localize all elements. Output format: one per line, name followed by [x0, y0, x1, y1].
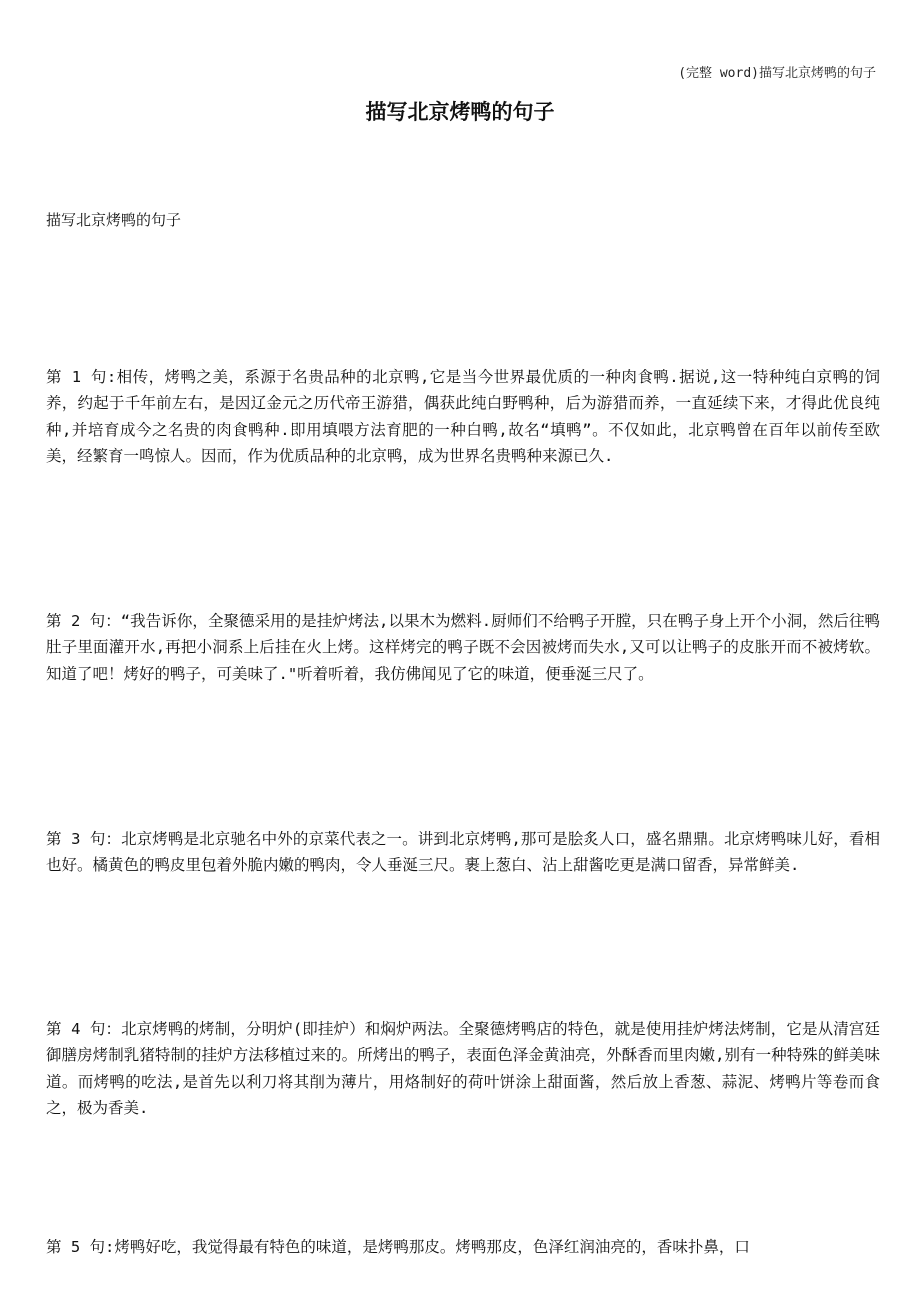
paragraph-2: 第 2 句：“我告诉你，全聚德采用的是挂炉烤法,以果木为燃料.厨师们不给鸭子开膛，只在鸭子身上开个小洞，然后往鸭肚子里面灌开水,再把小洞系上后挂在火上烤。这样烤完的鸭子既不会因被烤而失水,又可以让鸭子的皮胀开而不被烤软。知道了吧！烤好的鸭子，可美味了."听着听着，我仿佛闻见了它的味道，便垂涎三尺了。: [46, 611, 880, 683]
document-title: 描写北京烤鸭的句子: [365, 100, 555, 124]
document-subtitle: 描写北京烤鸭的句子: [46, 211, 182, 229]
paragraph-1: 第 1 句:相传，烤鸭之美，系源于名贵品种的北京鸭,它是当今世界最优质的一种肉食鸭.据说,这一特种纯白京鸭的饲养，约起于千年前左右，是因辽金元之历代帝王游猎，偶获此纯白野鸭种，后为游猎而养，一直延续下来，才得此优良纯种,并培育成今之名贵的肉食鸭种.即用填喂方法育肥的一种白鸭,故名“填鸭”。不仅如此，北京鸭曾在百年以前传至欧美，经繁育一鸣惊人。因而，作为优质品种的北京鸭，成为世界名贵鸭种来源已久.: [46, 367, 880, 465]
paragraph-5: 第 5 句:烤鸭好吃，我觉得最有特色的味道，是烤鸭那皮。烤鸭那皮，色泽红润油亮的，香味扑鼻，口: [46, 1237, 750, 1256]
paragraph-4: 第 4 句：北京烤鸭的烤制，分明炉(即挂炉）和焖炉两法。全聚德烤鸭店的特色，就是使用挂炉烤法烤制，它是从清宫廷御膳房烤制乳猪特制的挂炉方法移植过来的。所烤出的鸭子，表面色泽金黄油亮，外酥香而里肉嫩,别有一种特殊的鲜美味道。而烤鸭的吃法,是首先以利刀将其削为薄片，用烙制好的荷叶饼涂上甜面酱，然后放上香葱、蒜泥、烤鸭片等卷而食之，极为香美.: [46, 1019, 880, 1117]
paragraph-3: 第 3 句：北京烤鸭是北京驰名中外的京菜代表之一。讲到北京烤鸭,那可是脍炙人口，盛名鼎鼎。北京烤鸭味儿好，看相也好。橘黄色的鸭皮里包着外脆内嫩的鸭肉，令人垂涎三尺。裹上葱白、沾上甜酱吃更是满口留香，异常鲜美.: [46, 829, 880, 874]
page-header: (完整 word)描写北京烤鸭的句子: [678, 66, 876, 81]
